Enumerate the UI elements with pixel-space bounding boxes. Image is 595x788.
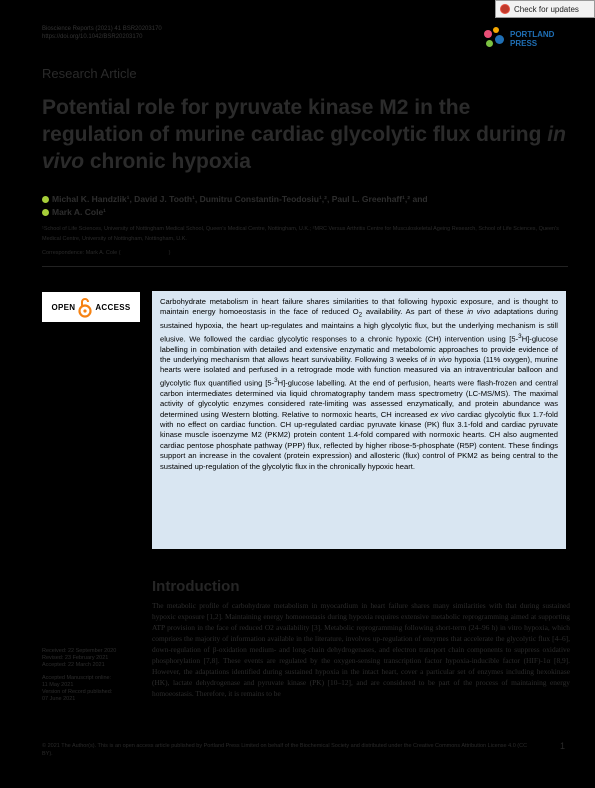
journal-reference: Bioscience Reports (2021) 41 BSR20203170 — [42, 26, 162, 32]
access-label: ACCESS — [95, 302, 131, 312]
authors-line1: Michal K. Handzlik¹, David J. Tooth¹, Dumitru Constantin-Teodosiu¹,², Paul L. Greenhaff¹,² and — [52, 194, 428, 204]
section-heading-introduction: Introduction — [152, 578, 240, 595]
affiliations: ¹School of Life Sciences, University of Nottingham Medical School, Queen's Medical Centre, Nottingham, U.K.; ²MRC Versus Arthritis Centre for Musculoskeletal Ageing Research, School of Life Sciences, Queen's Medical Centre, University of Nottingham, Nottingham, U.K. — [42, 226, 559, 242]
orcid-icon[interactable] — [42, 196, 49, 203]
authors-line2: Mark A. Cole¹ — [52, 207, 107, 217]
check-for-updates-label: Check for updates — [514, 4, 579, 14]
portland-dots-icon — [482, 27, 506, 51]
introduction-body: The metabolic profile of carbohydrate metabolism in myocardium in heart failure shares many similarities with that during sustained hypoxic exposure [1,2]. Maintaining energy homoeostasis during hypoxia requires extensive metabolic reprogramming aimed at supporting ATP provision in the face of reduced O2 availability [3]. Metabolic reprogramming following short-term (24–96 h) in vitro hypoxia, which comprises the majority of information available in the literature, involves up-regulation of enzymes that accelerate the glycolytic flux [4–6], down-regulation of β-oxidation medium- and long-chain dehydrogenases, and electron transport chain components to suppress oxidative phosphorylation [7,8]. These events are regulated by the oxygen-sensing transcription factor hypoxia-inducible factor (HIF)-1α [8,9]. However, the adaptations identified during sustained hypoxia in the intact heart, cover a particular set of enzymes including hexokinase (HK), lactate dehydrogenase and pyruvate kinase (PK) [10–12], and are considered to be part of the process of maintaining energy homoeostasis. Therefore, it is remains to be — [152, 601, 570, 698]
open-lock-icon — [78, 296, 92, 318]
publisher-name-line2: PRESS — [510, 39, 538, 48]
doi-link[interactable]: https://doi.org/10.1042/BSR20203170 — [42, 34, 143, 40]
open-label: OPEN — [51, 302, 76, 312]
correspondence: Correspondence: Mark A. Cole ( ) — [42, 250, 171, 256]
license-footer: © 2021 The Author(s). This is an open access article published by Portland Press Limited on behalf of the Biochemical Society and distributed under the Creative Commons Attribution License 4.0 (CC BY). — [42, 743, 528, 757]
journal-citation — [42, 25, 162, 41]
version-of-record-date: 07 June 2021 — [42, 696, 76, 702]
article-type: Research Article — [42, 66, 137, 81]
version-of-record-label: Version of Record published: — [42, 689, 113, 695]
divider — [42, 266, 568, 267]
article-dates — [42, 648, 142, 703]
accepted-manuscript-label: Accepted Manuscript online: — [42, 675, 112, 681]
publisher-name-line1: PORTLAND — [510, 30, 555, 39]
crossmark-icon — [500, 4, 510, 14]
author-list — [42, 193, 562, 219]
article-title: Potential role for pyruvate kinase M2 in the regulation of murine cardiac glycolytic flux during in vivo chronic hypoxia — [42, 96, 566, 173]
orcid-icon[interactable] — [42, 209, 49, 216]
open-access-badge — [42, 292, 140, 322]
received-date: Received: 22 September 2020 — [42, 648, 117, 654]
revised-date: Revised: 23 February 2021 — [42, 655, 109, 661]
publisher-logo — [482, 27, 554, 51]
accepted-date: Accepted: 22 March 2021 — [42, 662, 105, 668]
abstract: Carbohydrate metabolism in heart failure shares similarities to that following hypoxic exposure, and is thought to maintain energy homoeostasis in the face of reduced $O_2$ availability. As part of these in vivo adaptations during sustained hypoxia, the heart up-regulates and maintains a high glycolytic flux, but the underlying mechanism is still elusive. We followed the cardiac glycolytic responses to a chronic hypoxic (CH) intervention using [5-$^3$H]-glucose labelling in combination with detailed and extensive enzymatic and metabolomic approaches to provide evidence of the underlying mechanism that allows heart survivability. Following 3 weeks of in vivo hypoxia (11% oxygen), murine hearts were isolated and perfused in a retrograde mode with function measured via an intraventricular balloon and glycolytic flux quantified using [5-$^3$H]-glucose labelling. At the end of perfusion, hearts were flash-frozen and central carbon intermediates determined via liquid chromatography tandem mass spectrometry (LC-MS/MS). The maximal activity of glycolytic enzymes considered rate-limiting was assessed enzymatically, and protein abundance was determined using Western blotting. Relative to normoxic hearts, CH increased ex vivo cardiac glycolytic flux 1.7-fold with no effect on cardiac function. CH up-regulated cardiac pyruvate kinase (PK) flux 3.1-fold and cardiac pyruvate kinase muscle isoenzyme M2 (PKM2) protein content 1.4-fold compared with normoxic hearts. CH also augmented cardiac pentose phosphate pathway (PPP) flux, reflected by higher ribose-5-phosphate (R5P) content. These findings support an increase in the covalent (protein expression) and allosteric (flux) control of PKM2 as being central to the sustained up-regulation of the glycolytic flux in the chronically hypoxic heart. — [152, 291, 566, 549]
check-for-updates-button[interactable] — [495, 0, 595, 18]
page-number: 1 — [560, 741, 566, 751]
accepted-manuscript-date: 11 May 2021 — [42, 682, 74, 688]
